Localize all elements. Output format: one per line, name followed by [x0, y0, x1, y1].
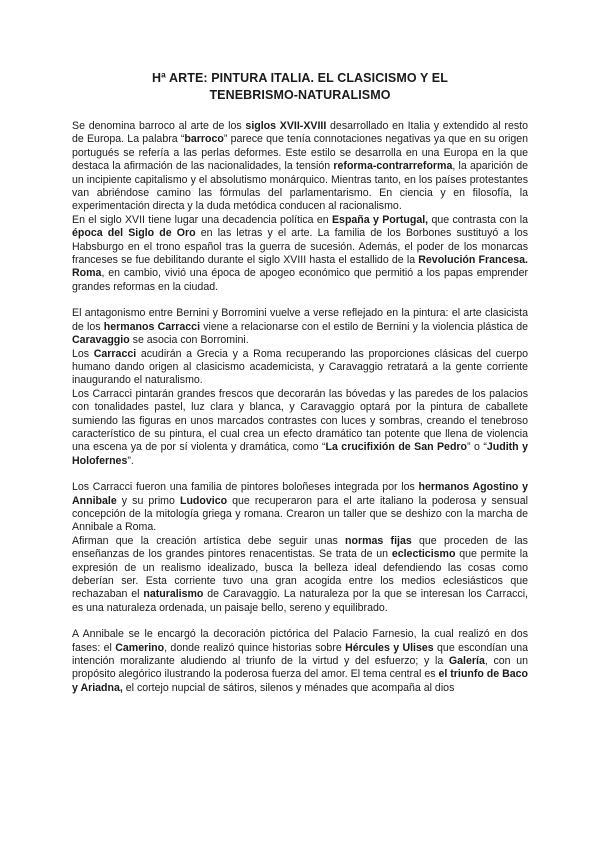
- text-run: que proceden de las enseñanzas de los grandes pintores renacentistas. Se trata de un: [72, 534, 528, 561]
- text-run: Los Carracci pintarán grandes frescos que decorarán las bóvedas y las paredes de los palacios con tonalidades pastel, luz clara y blanca, y Caravaggio optará por la pintura de caballete sumiendo las figuras en unos marcados contrastes con luces y sombras, creando el tenebroso característico de su pintura, el cual crea un efecto dramático tan potente que llena de violencia una escena ya de por sí violenta y dramática, como “: [72, 387, 528, 454]
- bold-text-run: Carracci: [93, 347, 137, 360]
- title-line-2: TENEBRISMO-NATURALISMO: [209, 88, 391, 102]
- text-run: el cortejo nupcial de sátiros, silenos y ménades que acompaña al dios: [122, 681, 455, 694]
- bold-text-run: Hércules y Ulises: [345, 641, 434, 654]
- text-run: de Caravaggio. La naturaleza por la que se interesan los Carracci, es una naturaleza ordenada, un paisaje bello, sereno y equilibrado.: [72, 588, 528, 614]
- paragraph: [72, 535, 528, 615]
- paragraph: [72, 481, 528, 535]
- paragraph: [72, 120, 528, 214]
- bold-text-run: naturalismo: [143, 588, 204, 601]
- text-run: acudirán a Grecia y a Roma recuperando las proporciones clásicas del cuerpo humano dando origen al clasicismo academicista, y Caravaggio retratará a la gente corriente inaugurando el naturalismo.: [72, 347, 528, 387]
- paragraph: [72, 307, 528, 347]
- bold-text-run: época del Siglo de Oro: [72, 227, 196, 240]
- text-run: desarrollado en Italia y extendido al resto de Europa. La palabra “: [72, 120, 528, 146]
- text-run: Afirman que la creación artística debe seguir unas: [72, 534, 346, 547]
- bold-text-run: hermanos Carracci: [103, 320, 201, 333]
- bold-text-run: eclecticismo: [391, 548, 456, 561]
- paragraph: [72, 628, 528, 695]
- bold-text-run: hermanos Agostino y Annibale: [72, 481, 528, 507]
- document-body: [72, 120, 528, 695]
- text-run: ” parece que tenía connotaciones negativas ya que en su origen portugués se refería a las perlas deformes. Este estilo se desarrolla en una Europa en la que destaca la afirmación de las nacionalidades, la tensión: [72, 133, 529, 173]
- text-run: , donde realizó quince historias sobre: [164, 641, 346, 654]
- text-run: En el siglo XVII tiene lugar una decadencia política en: [72, 213, 332, 226]
- paragraph: [72, 348, 528, 388]
- text-run: Los Carracci fueron una familia de pintores boloñeses integrada por los: [72, 481, 419, 494]
- bold-text-run: Judith y Holofernes: [72, 441, 528, 467]
- bold-text-run: Revolución Francesa. Roma: [72, 254, 528, 280]
- text-run: El antagonismo entre Bernini y Borromini vuelve a verse reflejado en la pintura: el arte clasicista de los: [72, 307, 528, 333]
- text-run: que escondían una intención moralizante aludiendo al triunfo de la virtud y del esfuerzo; y la: [72, 641, 528, 668]
- text-run: que contrasta con la: [428, 213, 528, 226]
- text-run: viene a relacionarse con el estilo de Bernini y la violencia plástica de: [200, 320, 528, 333]
- text-run: , en cambio, vivió una época de apogeo económico que permitió a los papas emprender grandes reformas en la ciudad.: [72, 267, 528, 293]
- bold-text-run: normas fijas: [345, 534, 412, 547]
- text-run: , la aparición de un incipiente capitalismo y el absolutismo monárquico. Mientras tanto, en los países protestantes van abriéndose camino las fórmulas del parlamentarismo. En ciencia y en filosofía, la experimentación directa y la duda metódica conducen al racionalismo.: [72, 160, 528, 213]
- text-run: Los: [72, 347, 94, 360]
- bold-text-run: Galería: [448, 655, 485, 668]
- bold-text-run: barroco: [184, 133, 224, 146]
- paragraph: [72, 214, 528, 294]
- bold-text-run: Camerino: [115, 641, 165, 654]
- bold-text-run: reforma-contrarreforma: [333, 160, 453, 173]
- bold-text-run: el triunfo de Baco y Ariadna,: [72, 668, 529, 694]
- paragraph: [72, 388, 528, 468]
- title-line-1: Hª ARTE: PINTURA ITALIA. EL CLASICISMO Y EL: [152, 71, 448, 85]
- text-run: A Annibale se le encargó la decoración pictórica del Palacio Farnesio, la cual realizó en dos fases: el: [72, 628, 528, 654]
- text-run: , con un propósito alegórico ilustrando la poderosa fuerza del amor. El tema central es: [72, 655, 528, 681]
- page-title: [60, 70, 540, 104]
- bold-text-run: La crucifixión de San Pedro: [325, 441, 468, 454]
- text-run: ”.: [127, 454, 134, 467]
- text-run: se asocia con Borromini.: [129, 334, 249, 347]
- text-run: ” o “: [467, 441, 487, 454]
- bold-text-run: siglos XVII-XVIII: [245, 120, 327, 132]
- text-run: que permite la expresión de un realismo idealizado, busca la belleza ideal defendiendo las cosas como deberían ser. Esta corriente tuvo una gran acogida entre los medios eclesiásticos que rechazaban el: [72, 548, 528, 601]
- text-run: y su primo: [116, 494, 180, 507]
- text-run: en las letras y el arte. La familia de los Borbones sustituyó a los Habsburgo en el trono español tras la guerra de sucesión. Además, el poder de los monarcas franceses se fue debilitando durante el siglo XVIII hasta el estallido de la: [72, 227, 528, 267]
- text-run: que recuperaron para el arte italiano la poderosa y sensual concepción de la mitología griega y romana. Crearon un taller que se deshizo con la marcha de Annibale a Roma.: [72, 494, 528, 534]
- bold-text-run: Ludovico: [179, 494, 228, 507]
- text-run: Se denomina barroco al arte de los: [72, 120, 246, 132]
- bold-text-run: Caravaggio: [72, 334, 130, 347]
- bold-text-run: España y Portugal,: [331, 213, 429, 226]
